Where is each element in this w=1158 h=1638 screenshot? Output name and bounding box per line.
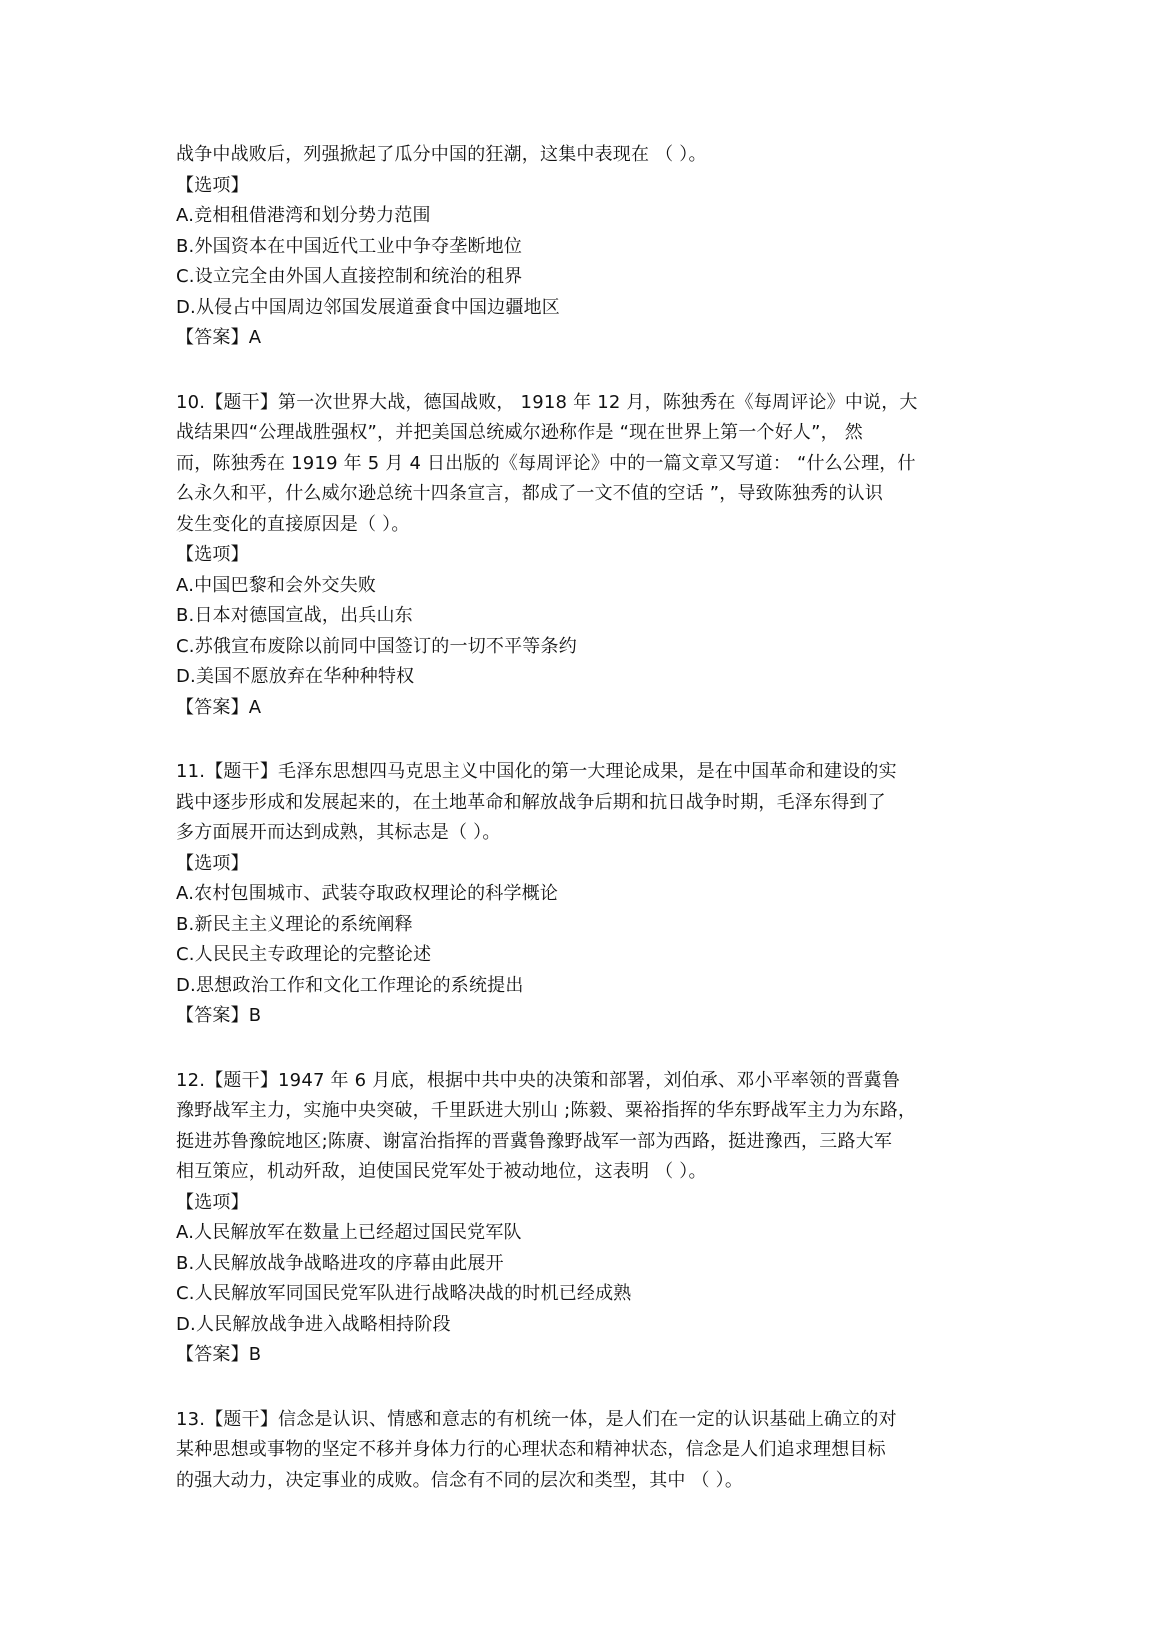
question-10-option-b: B.日本对德国宣战，出兵山东 xyxy=(176,605,413,626)
question-9 xyxy=(176,140,996,354)
question-11 xyxy=(176,757,996,1032)
question-13-stem-line: 的强大动力，决定事业的成败。信念有不同的层次和类型，其中 （ ）。 xyxy=(176,1469,744,1491)
spacer xyxy=(176,354,996,388)
spacer xyxy=(176,1371,996,1405)
question-10-option-c: C.苏俄宣布废除以前同中国签订的一切不平等条约 xyxy=(176,635,577,657)
question-11-option-c: C.人民民主专政理论的完整论述 xyxy=(176,944,432,965)
question-11-stem-line: 多方面展开而达到成熟，其标志是（ ）。 xyxy=(176,822,501,843)
question-12-stem-line: 挺进苏鲁豫皖地区;陈赓、谢富治指挥的晋冀鲁豫野战军一部为西路，挺进豫西，三路大军 xyxy=(176,1130,893,1152)
question-10-stem-line: 么永久和平，什么威尔逊总统十四条宣言，都成了一文不值的空话 ”，导致陈独秀的认识 xyxy=(176,483,884,504)
question-10-options-label: 【选项】 xyxy=(176,544,249,565)
question-9-option-b: B.外国资本在中国近代工业中争夺垄断地位 xyxy=(176,235,523,257)
question-13-stem-line: 13.【题干】信念是认识、情感和意志的有机统一体，是人们在一定的认识基础上确立的对 xyxy=(176,1408,897,1430)
spacer xyxy=(176,1032,996,1066)
question-9-option-c: C.设立完全由外国人直接控制和统治的租界 xyxy=(176,266,523,287)
question-12-option-c: C.人民解放军同国民党军队进行战略决战的时机已经成熟 xyxy=(176,1283,632,1304)
question-12-stem-line: 豫野战军主力，实施中央突破，千里跃进大别山 ;陈毅、粟裕指挥的华东野战军主力为东路， xyxy=(176,1100,917,1121)
question-13-stem-line: 某种思想或事物的坚定不移并身体力行的心理状态和精神状态，信念是人们追求理想目标 xyxy=(176,1439,886,1460)
question-9-answer: 【答案】A xyxy=(176,327,262,348)
question-12 xyxy=(176,1066,996,1371)
question-12-options-label: 【选项】 xyxy=(176,1191,249,1213)
question-10-stem-line: 10.【题干】第一次世界大战，德国战败， 1918 年 12 月，陈独秀在《每周评论》中说，大 xyxy=(176,391,918,413)
question-11-option-b: B.新民主主义理论的系统阐释 xyxy=(176,913,413,935)
question-10-option-d: D.美国不愿放弃在华种种特权 xyxy=(176,666,415,687)
question-12-option-a: A.人民解放军在数量上已经超过国民党军队 xyxy=(176,1222,522,1243)
question-12-stem-line: 相互策应，机动歼敌，迫使国民党军处于被动地位，这表明 （ ）。 xyxy=(176,1161,707,1182)
question-12-option-d: D.人民解放战争进入战略相持阶段 xyxy=(176,1313,451,1335)
question-11-options-label: 【选项】 xyxy=(176,852,249,874)
question-11-option-a: A.农村包围城市、武装夺取政权理论的科学概论 xyxy=(176,883,559,904)
question-10-stem-line: 战结果四“公理战胜强权”，并把美国总统威尔逊称作是 “现在世界上第一个好人”， 然 xyxy=(176,422,863,443)
question-10-stem-line: 发生变化的直接原因是（ ）。 xyxy=(176,513,410,535)
question-11-stem-line: 践中逐步形成和发展起来的，在土地革命和解放战争后期和抗日战争时期，毛泽东得到了 xyxy=(176,791,886,813)
question-10-answer: 【答案】A xyxy=(176,696,262,718)
question-12-stem-line: 12.【题干】1947 年 6 月底，根据中共中央的决策和部署，刘伯承、邓小平率领的晋冀鲁 xyxy=(176,1069,901,1091)
question-9-stem-line: 战争中战败后，列强掀起了瓜分中国的狂潮，这集中表现在 （ ）。 xyxy=(176,144,707,165)
question-12-option-b: B.人民解放战争战略进攻的序幕由此展开 xyxy=(176,1252,504,1274)
spacer xyxy=(176,723,996,757)
page-content xyxy=(176,140,996,1496)
question-10-stem-line: 而，陈独秀在 1919 年 5 月 4 日出版的《每周评论》中的一篇文章又写道： “什么公理，什 xyxy=(176,452,916,474)
question-11-stem-line: 11.【题干】毛泽东思想四马克思主义中国化的第一大理论成果，是在中国革命和建设的实 xyxy=(176,761,897,782)
question-13 xyxy=(176,1405,996,1497)
question-11-option-d: D.思想政治工作和文化工作理论的系统提出 xyxy=(176,974,524,996)
question-9-option-d: D.从侵占中国周边邻国发展道蚕食中国边疆地区 xyxy=(176,296,560,318)
question-10-option-a: A.中国巴黎和会外交失败 xyxy=(176,574,377,596)
question-11-answer: 【答案】B xyxy=(176,1005,262,1026)
question-9-option-a: A.竞相租借港湾和划分势力范围 xyxy=(176,205,431,226)
question-10 xyxy=(176,388,996,724)
question-12-answer: 【答案】B xyxy=(176,1344,262,1365)
question-9-options-label: 【选项】 xyxy=(176,174,249,196)
